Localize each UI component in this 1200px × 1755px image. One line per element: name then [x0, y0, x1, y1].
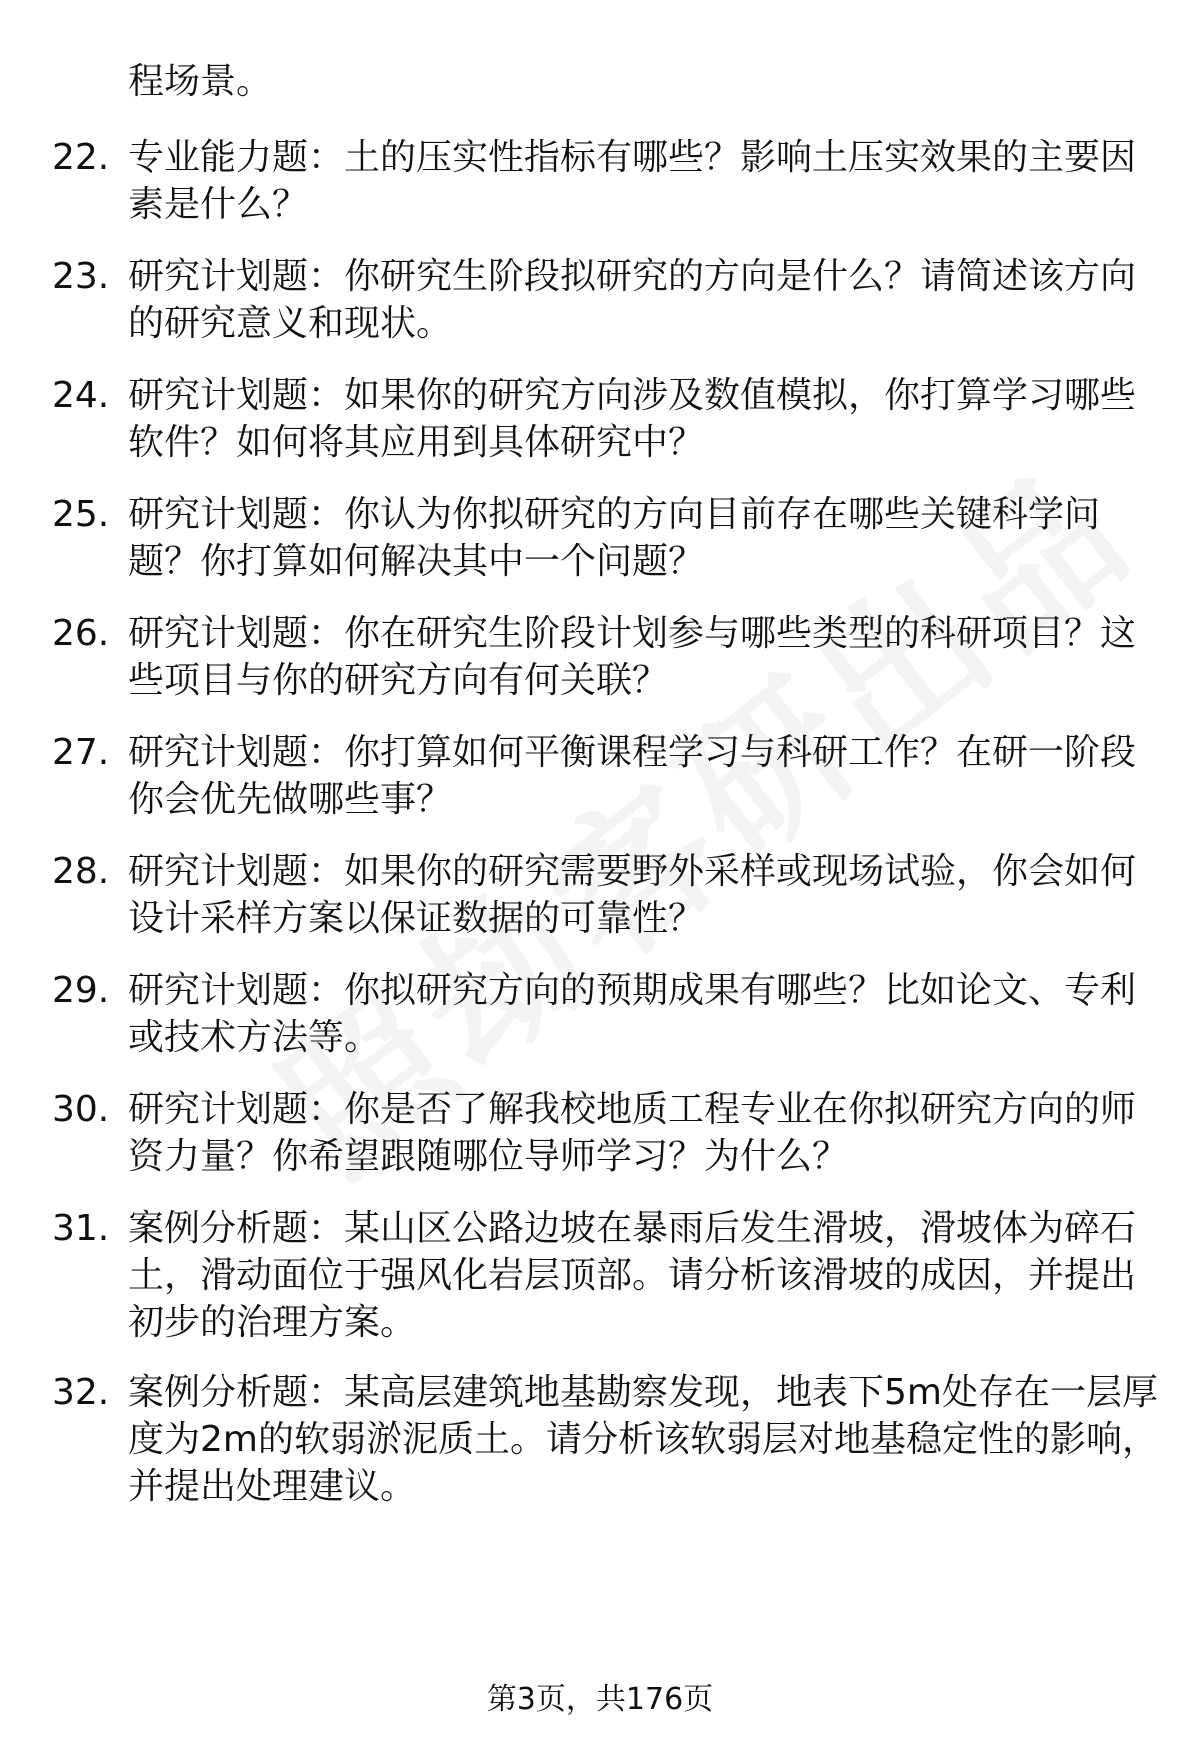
question-number: 24. — [52, 375, 110, 416]
question-text: 研究计划题：你在研究生阶段计划参与哪些类型的科研项目？这些项目与你的研究方向有何关联？ — [128, 613, 1137, 701]
question-text: 研究计划题：你是否了解我校地质工程专业在你拟研究方向的师资力量？你希望跟随哪位导师学习？为什么？ — [128, 1089, 1137, 1177]
question-number: 23. — [52, 256, 110, 297]
question-item — [52, 1369, 1160, 1510]
question-number: 30. — [52, 1089, 110, 1130]
question-number: 32. — [52, 1372, 110, 1413]
question-text: 研究计划题：你拟研究方向的预期成果有哪些？比如论文、专利或技术方法等。 — [128, 970, 1137, 1058]
question-item — [52, 729, 1160, 823]
question-item — [52, 1086, 1160, 1180]
question-item — [52, 848, 1160, 942]
question-item — [52, 134, 1160, 228]
question-text: 案例分析题：某高层建筑地基勘察发现，地表下5m处存在一层厚度为2m的软弱淤泥质土。请分析该软弱层对地基稳定性的影响，并提出处理建议。 — [128, 1372, 1158, 1507]
question-item — [52, 1205, 1160, 1346]
question-number: 26. — [52, 613, 110, 654]
question-text: 研究计划题：你认为你拟研究的方向目前存在哪些关键科学问题？你打算如何解决其中一个问题？ — [128, 494, 1101, 582]
question-item — [52, 253, 1160, 347]
question-text: 研究计划题：如果你的研究需要野外采样或现场试验，你会如何设计采样方案以保证数据的可靠性？ — [128, 851, 1137, 939]
question-item — [52, 372, 1160, 466]
question-text: 案例分析题：某山区公路边坡在暴雨后发生滑坡，滑坡体为碎石土，滑动面位于强风化岩层顶部。请分析该滑坡的成因，并提出初步的治理方案。 — [128, 1208, 1137, 1343]
continued-text-fragment: 程场景。 — [128, 61, 273, 102]
question-text: 研究计划题：你研究生阶段拟研究的方向是什么？请简述该方向的研究意义和现状。 — [128, 256, 1137, 344]
question-item — [52, 491, 1160, 585]
question-item — [52, 610, 1160, 704]
page-footer: 第3页，共176页 — [486, 1682, 714, 1717]
question-number: 31. — [52, 1208, 110, 1249]
question-number: 27. — [52, 732, 110, 773]
question-text: 专业能力题：土的压实性指标有哪些？影响土压实效果的主要因素是什么？ — [128, 137, 1137, 225]
question-text: 研究计划题：你打算如何平衡课程学习与科研工作？在研一阶段你会优先做哪些事？ — [128, 732, 1137, 820]
question-number: 28. — [52, 851, 110, 892]
question-number: 22. — [52, 137, 110, 178]
question-item — [52, 967, 1160, 1061]
question-number: 29. — [52, 970, 110, 1011]
question-text: 研究计划题：如果你的研究方向涉及数值模拟，你打算学习哪些软件？如何将其应用到具体研究中？ — [128, 375, 1137, 463]
question-number: 25. — [52, 494, 110, 535]
